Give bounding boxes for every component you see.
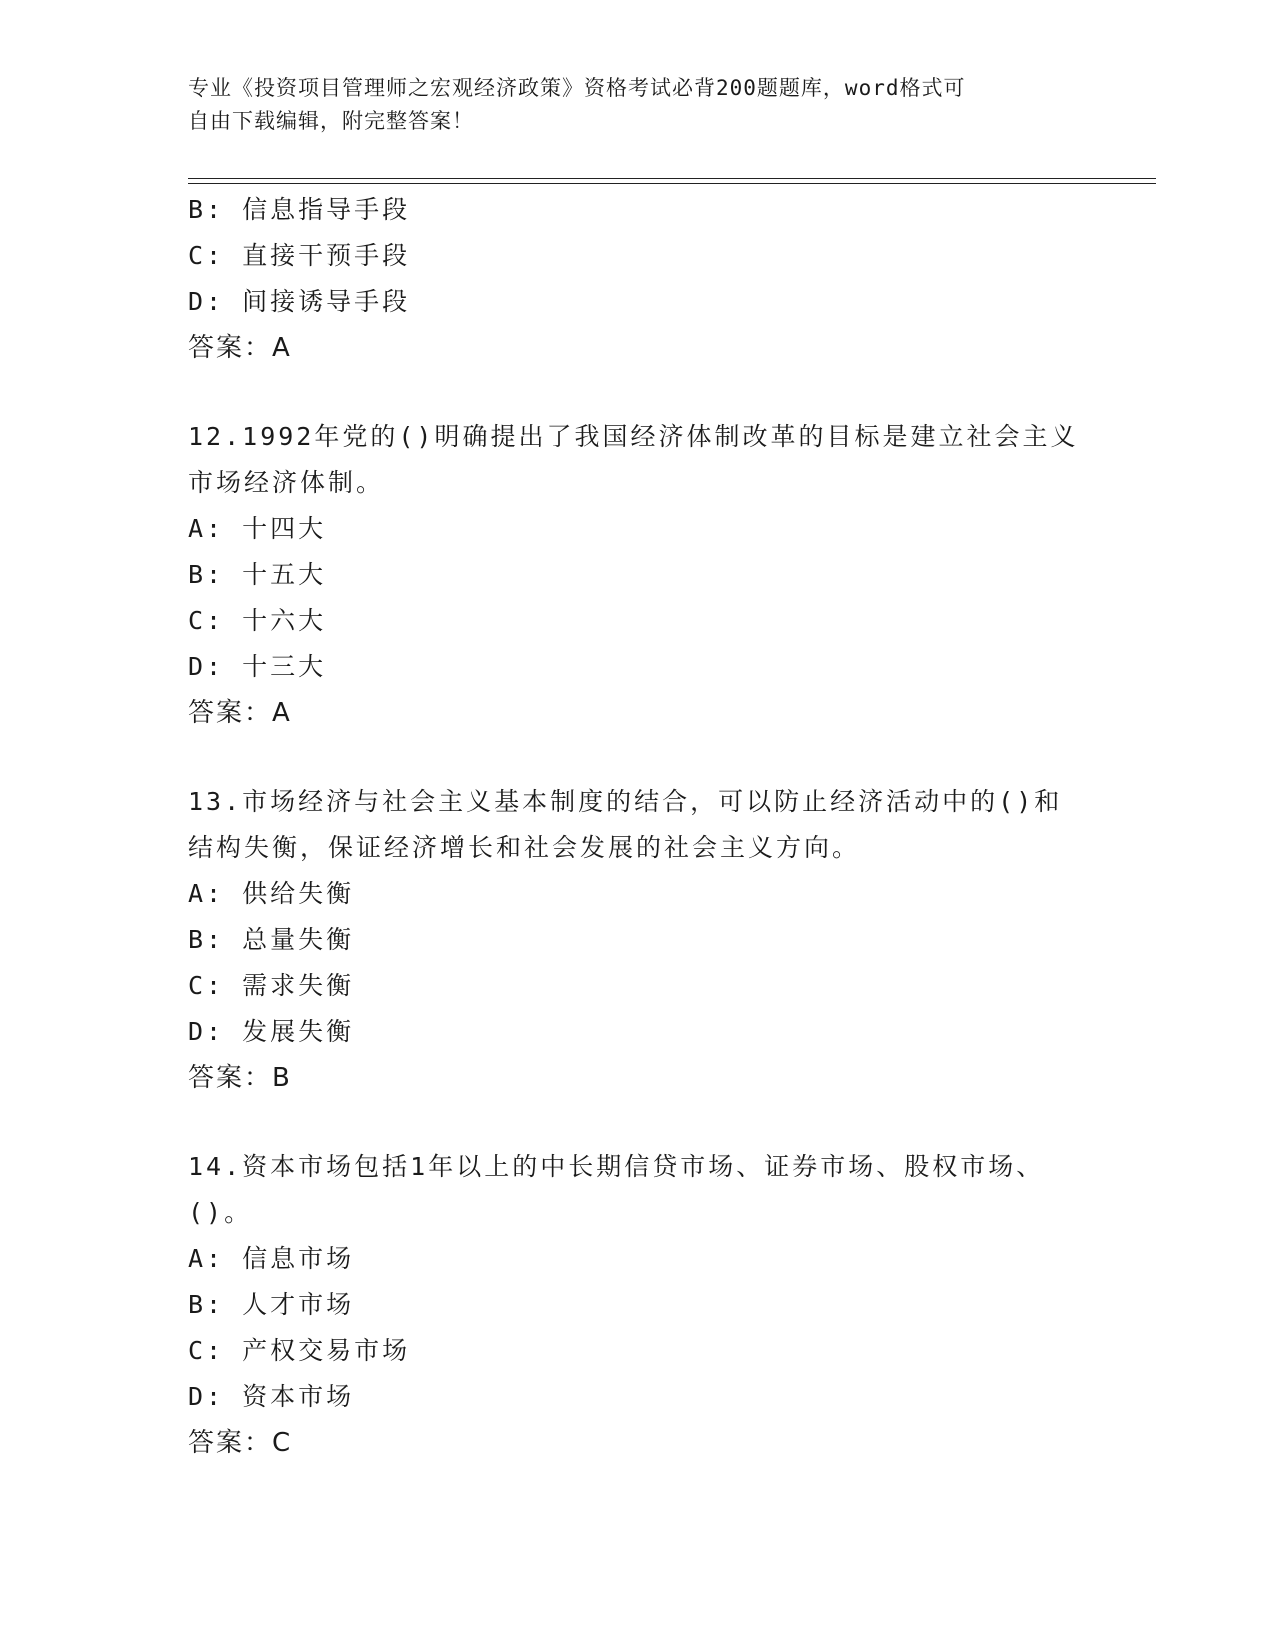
question-12 bbox=[188, 414, 1088, 736]
option-b: B: 十五大 bbox=[188, 560, 327, 589]
question-stem-line-1: 13.市场经济与社会主义基本制度的结合，可以防止经济活动中的()和 bbox=[188, 787, 1063, 816]
question-stem-line-1: 12.1992年党的()明确提出了我国经济体制改革的目标是建立社会主义 bbox=[188, 422, 1079, 451]
answer-line: 答案：B bbox=[188, 1063, 292, 1093]
question-11-continuation bbox=[188, 187, 1088, 371]
option-b: B: 总量失衡 bbox=[188, 925, 355, 954]
answer-line: 答案：C bbox=[188, 1428, 293, 1458]
document-header bbox=[188, 72, 1068, 138]
option-d: D: 间接诱导手段 bbox=[188, 287, 411, 316]
option-b: B: 信息指导手段 bbox=[188, 195, 411, 224]
option-c: C: 产权交易市场 bbox=[188, 1336, 411, 1365]
question-14 bbox=[188, 1144, 1088, 1466]
question-list bbox=[188, 187, 1088, 1466]
option-b: B: 人才市场 bbox=[188, 1290, 355, 1319]
option-d: D: 发展失衡 bbox=[188, 1017, 355, 1046]
question-stem-line-2: 结构失衡，保证经济增长和社会发展的社会主义方向。 bbox=[188, 833, 861, 862]
option-c: C: 需求失衡 bbox=[188, 971, 355, 1000]
header-divider-top bbox=[188, 178, 1156, 179]
option-d: D: 资本市场 bbox=[188, 1382, 355, 1411]
option-a: A: 信息市场 bbox=[188, 1244, 355, 1273]
option-d: D: 十三大 bbox=[188, 652, 327, 681]
option-a: A: 十四大 bbox=[188, 514, 327, 543]
option-c: C: 十六大 bbox=[188, 606, 327, 635]
question-stem-line-2: 市场经济体制。 bbox=[188, 468, 385, 497]
header-line-2: 自由下载编辑，附完整答案！ bbox=[188, 109, 474, 133]
option-a: A: 供给失衡 bbox=[188, 879, 355, 908]
question-13 bbox=[188, 779, 1088, 1101]
answer-line: 答案：A bbox=[188, 698, 292, 728]
answer-line: 答案：A bbox=[188, 333, 292, 363]
question-stem-line-2: ()。 bbox=[188, 1198, 253, 1227]
question-stem-line-1: 14.资本市场包括1年以上的中长期信贷市场、证券市场、股权市场、 bbox=[188, 1152, 1045, 1181]
header-divider-bottom bbox=[188, 183, 1156, 184]
header-line-1: 专业《投资项目管理师之宏观经济政策》资格考试必背200题题库，word格式可 bbox=[188, 76, 966, 100]
option-c: C: 直接干预手段 bbox=[188, 241, 411, 270]
